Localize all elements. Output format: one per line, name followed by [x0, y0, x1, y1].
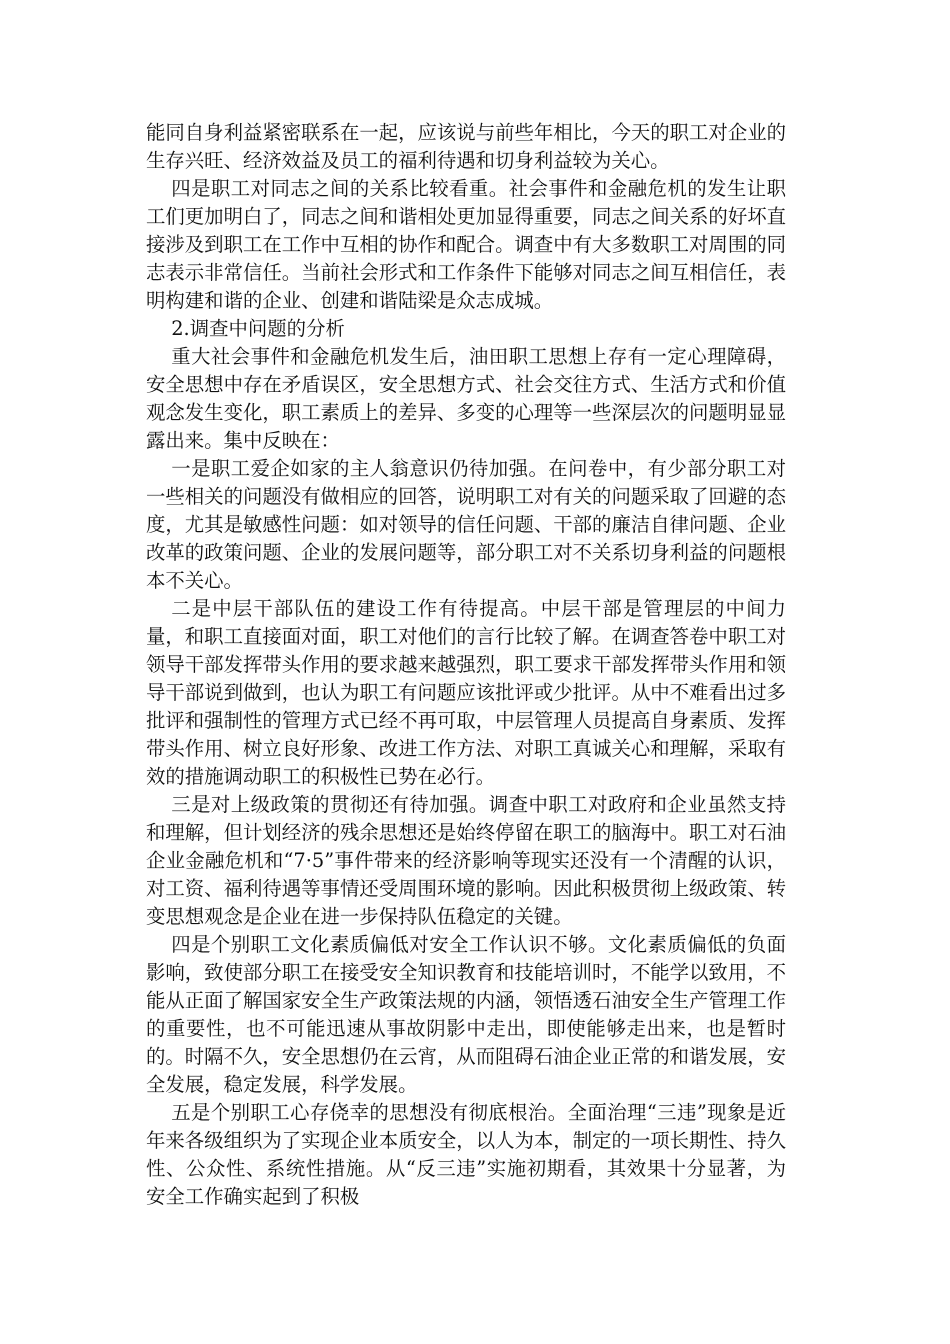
- section-heading: 2.调查中问题的分析: [171, 317, 345, 340]
- paragraph-point-four: 四是个别职工文化素质偏低对安全工作认识不够。文化素质偏低的负面影响，致使部分职工在接受安全知识教育和技能培训时，不能学以致用，不能从正面了解国家安全生产政策法规的内涵，领悟透石油安全生产管理工作的重要性，也不可能迅速从事故阴影中走出，即使能够走出来，也是暂时的。时隔不久，安全思想仍在云宵，从而阻碍石油企业正常的和谐发展，安全发展，稳定发展，科学发展。: [146, 933, 786, 1096]
- paragraph-intro: 重大社会事件和金融危机发生后，油田职工思想上存有一定心理障碍，安全思想中存在矛盾误区，安全思想方式、社会交往方式、生活方式和价值观念发生变化，职工素质上的差异、多变的心理等一些深层次的问题明显显露出来。集中反映在：: [146, 345, 786, 452]
- paragraph-continued: 能同自身利益紧密联系在一起，应该说与前些年相比，今天的职工对企业的生存兴旺、经济效益及员工的福利待遇和切身利益较为关心。: [146, 121, 786, 172]
- paragraph-colleague-relations: 四是职工对同志之间的关系比较看重。社会事件和金融危机的发生让职工们更加明白了，同志之间和谐相处更加显得重要，同志之间关系的好坏直接涉及到职工在工作中互相的协作和配合。调查中有大多数职工对周围的同志表示非常信任。当前社会形式和工作条件下能够对同志之间互相信任，表明构建和谐的企业、创建和谐陆梁是众志成城。: [146, 177, 786, 312]
- paragraph-point-two: 二是中层干部队伍的建设工作有待提高。中层干部是管理层的中间力量，和职工直接面对面，职工对他们的言行比较了解。在调查答卷中职工对领导干部发挥带头作用的要求越来越强烈，职工要求干部发挥带头作用和领导干部说到做到，也认为职工有问题应该批评或少批评。从中不难看出过多批评和强制性的管理方式已经不再可取，中层管理人员提高自身素质、发挥带头作用、树立良好形象、改进工作方法、对职工真诚关心和理解，采取有效的措施调动职工的积极性已势在必行。: [146, 597, 786, 788]
- paragraph-point-three: 三是对上级政策的贯彻还有待加强。调查中职工对政府和企业虽然支持和理解，但计划经济的残余思想还是始终停留在职工的脑海中。职工对石油企业金融危机和“7·5”事件带来的经济影响等现实还没有一个清醒的认识，对工资、福利待遇等事情还受周围环境的影响。因此积极贯彻上级政策、转变思想观念是企业在进一步保持队伍稳定的关键。: [146, 793, 786, 928]
- document-page: [146, 119, 786, 1211]
- paragraph-point-five: 五是个别职工心存侥幸的思想没有彻底根治。全面治理“三违”现象是近年来各级组织为了实现企业本质安全，以人为本，制定的一项长期性、持久性、公众性、系统性措施。从“反三违”实施初期看，其效果十分显著，为安全工作确实起到了积极: [146, 1101, 786, 1208]
- paragraph-point-one: 一是职工爱企如家的主人翁意识仍待加强。在问卷中，有少部分职工对一些相关的问题没有做相应的回答，说明职工对有关的问题采取了回避的态度，尤其是敏感性问题：如对领导的信任问题、干部的廉洁自律问题、企业改革的政策问题、企业的发展问题等，部分职工对不关系切身利益的问题根本不关心。: [146, 457, 786, 592]
